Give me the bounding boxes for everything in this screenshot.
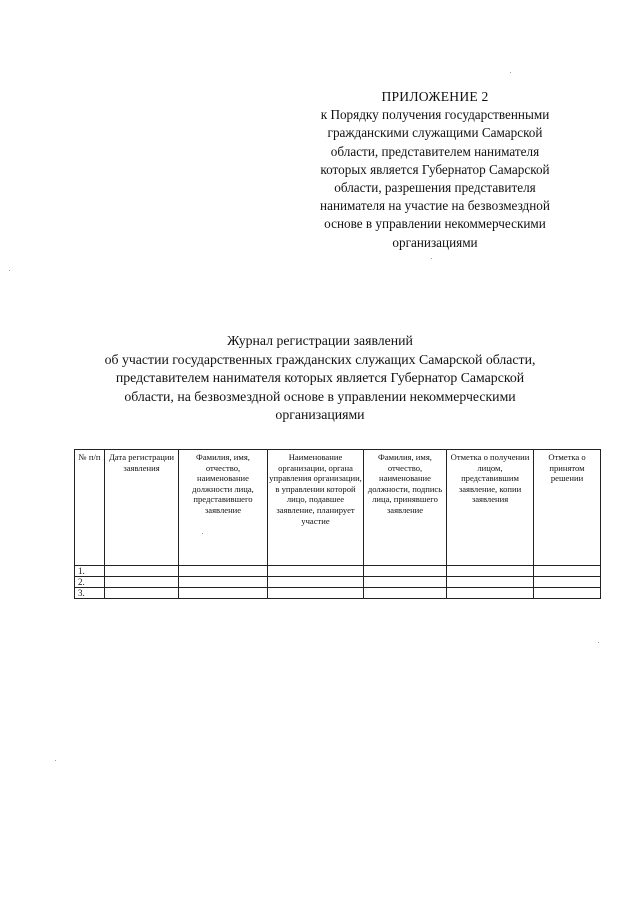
table-cell [179,577,268,588]
scan-speck [55,760,56,761]
column-header-receiver: Фамилия, имя, отчество, наименование должности, подпись лица, принявшего заявление [364,450,447,566]
column-header-number: № п/п [75,450,105,566]
column-header-copy-received: Отметка о получении лицом, представившим заявление, копии заявления [447,450,534,566]
scan-speck [598,642,599,643]
table-cell [534,588,601,599]
journal-title-line: об участии государственных гражданских служащих Самарской области, [104,351,536,367]
appendix-line: которых является Губернатор Самарской [320,161,550,177]
table-cell [268,577,364,588]
table-row [75,588,601,599]
journal-title [60,332,580,425]
appendix-line: области, представителем нанимателя [330,143,540,159]
table-row [75,566,601,577]
appendix-title: ПРИЛОЖЕНИЕ 2 [381,89,489,104]
table-cell [364,577,447,588]
table-cell [105,566,179,577]
table-cell [364,566,447,577]
appendix-line: нанимателя на участие на безвозмездной [320,198,550,214]
scan-speck [510,72,511,73]
column-header-applicant: Фамилия, имя, отчество, наименование должности лица, представившего заявление [179,450,268,566]
table-cell [105,577,179,588]
scan-speck [431,258,432,259]
journal-title-line: организациями [275,407,365,423]
table-cell [534,566,601,577]
journal-title-line: Журнал регистрации заявлений [227,333,413,348]
table-cell [447,577,534,588]
appendix-line: организациями [392,234,478,250]
registration-table [74,449,601,599]
appendix-line: гражданскими служащими Самарской [327,125,543,141]
table-cell: 3. [75,588,105,599]
column-header-organization: Наименование организации, органа управления организации, в управлении которой лицо, подавшее заявление, планирует участие [268,450,364,566]
journal-title-line: области, на безвозмездной основе в управлении некоммерческими [124,388,516,404]
table-cell [534,577,601,588]
table-cell: 1. [75,566,105,577]
table-cell [447,566,534,577]
table-cell [447,588,534,599]
scan-speck [9,270,10,271]
journal-title-line: представителем нанимателя которых является Губернатор Самарской [115,370,525,386]
table-cell [179,566,268,577]
appendix-line: основе в управлении некоммерческими [324,216,546,232]
table-cell [268,566,364,577]
table-cell [179,588,268,599]
table-cell [364,588,447,599]
table-header-row [75,450,601,566]
appendix-header [290,88,580,252]
table-row [75,577,601,588]
appendix-line: области, разрешения представителя [334,180,536,196]
column-header-registration-date: Дата регистрации заявления [105,450,179,566]
table-cell [268,588,364,599]
table-cell [105,588,179,599]
appendix-line: к Порядку получения государственными [320,107,550,123]
scan-speck [202,533,203,534]
column-header-decision: Отметка о принятом решении [534,450,601,566]
table-cell: 2. [75,577,105,588]
